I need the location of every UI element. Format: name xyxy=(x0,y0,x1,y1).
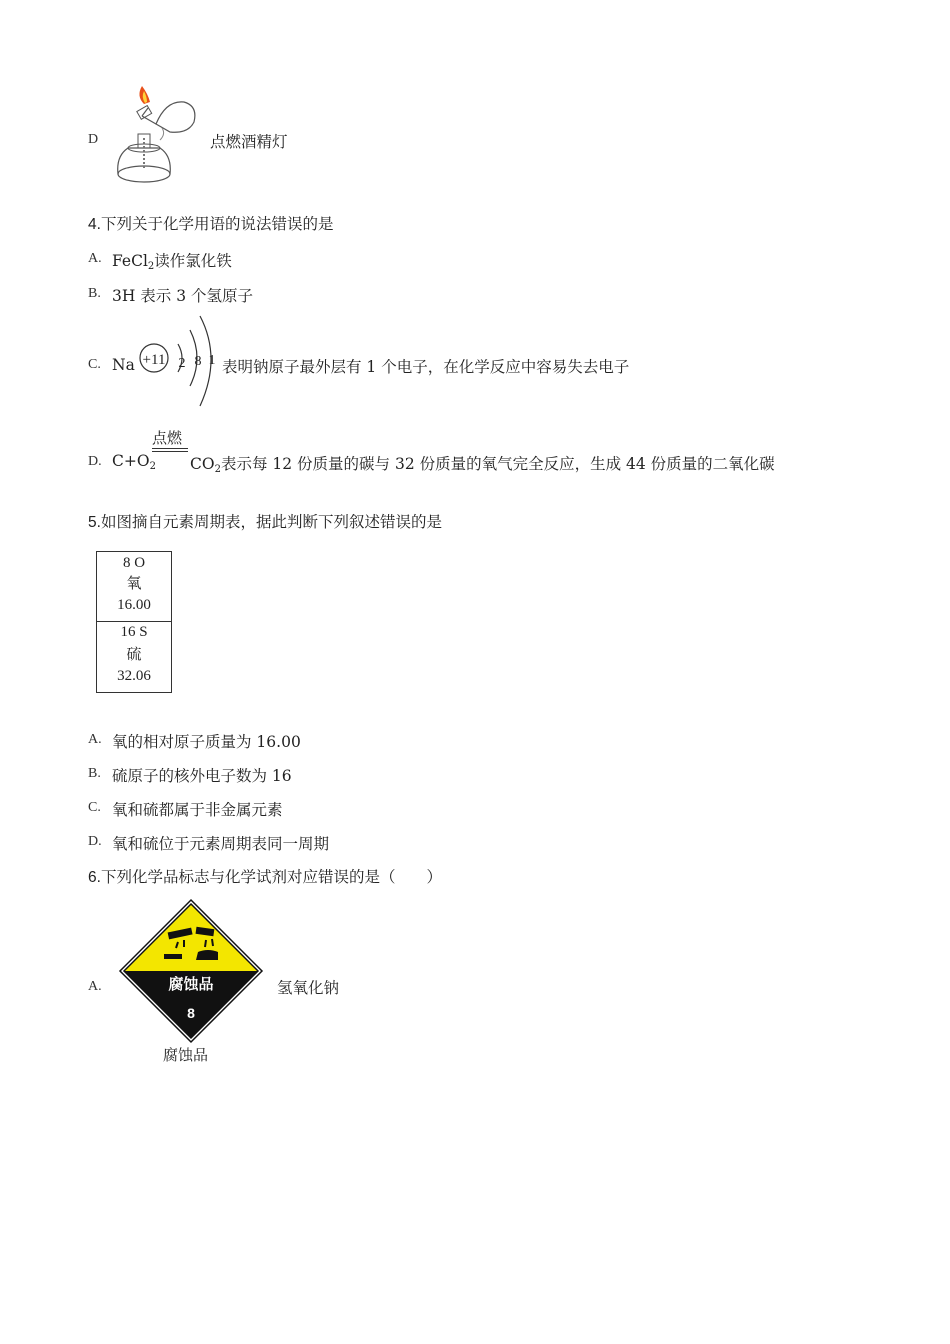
question-6-stem xyxy=(88,865,442,887)
option-text: 硫原子的核外电子数为 16 xyxy=(112,767,292,785)
option-text: 读作氯化铁 xyxy=(154,252,232,270)
corrosive-hazard-sign-icon xyxy=(118,898,264,1044)
reactants: C+O xyxy=(112,452,150,470)
hazard-sign-label: 腐蚀品 xyxy=(168,975,214,993)
option-a-content xyxy=(112,249,232,272)
element-mass: 16.00 xyxy=(117,597,151,613)
question-stem: 下列关于化学用语的说法错误的是 xyxy=(100,215,334,233)
option-text: 表示每 12 份质量的碳与 32 份质量的氧气完全反应，生成 44 份质量的二氧化碳 xyxy=(220,455,775,473)
option-letter: C. xyxy=(88,357,101,372)
element-name: 氧 xyxy=(126,574,142,592)
option-letter: D xyxy=(88,132,99,147)
option-text: 氧的相对原子质量为 16.00 xyxy=(112,733,301,751)
element-number-symbol: 8 O xyxy=(122,555,146,571)
equation-left xyxy=(112,452,156,472)
shell-electrons: 1 xyxy=(208,353,216,368)
reactant-subscript: 2 xyxy=(149,461,156,472)
question-number: 6. xyxy=(88,869,101,886)
element-mass: 32.06 xyxy=(117,668,151,684)
formula-subscript: 2 xyxy=(147,261,155,272)
question-number: 4. xyxy=(88,216,101,233)
formula: FeCl xyxy=(112,252,148,270)
shell-electrons: 8 xyxy=(194,354,202,369)
product-subscript: 2 xyxy=(214,464,221,475)
question-stem: 如图摘自元素周期表，据此判断下列叙述错误的是 xyxy=(100,513,442,531)
option-letter: B. xyxy=(88,766,101,781)
option-text: 3H 表示 3 个氢原子 xyxy=(112,287,254,305)
question-stem: 下列化学品标志与化学试剂对应错误的是（ ） xyxy=(100,868,442,886)
alcohol-lamp-lighting-illustration xyxy=(104,82,204,188)
question-5-stem xyxy=(88,510,442,532)
option-letter: D. xyxy=(88,834,102,849)
element-symbol: Na xyxy=(112,356,135,374)
option-letter: A. xyxy=(88,732,102,747)
option-text: 点燃酒精灯 xyxy=(210,133,288,151)
option-letter: A. xyxy=(88,979,102,994)
equation-line-top xyxy=(152,448,188,449)
option-letter: A. xyxy=(88,251,102,266)
periodic-table-excerpt xyxy=(96,551,172,693)
equation-line-bottom xyxy=(152,451,188,452)
hazard-sign-caption: 腐蚀品 xyxy=(163,1046,209,1064)
option-text: 氧和硫都属于非金属元素 xyxy=(112,801,283,819)
option-text: 氢氧化钠 xyxy=(277,979,340,997)
product: CO xyxy=(190,455,215,473)
equation-right xyxy=(190,452,775,475)
element-name: 硫 xyxy=(126,645,142,663)
sodium-atom-structure-diagram xyxy=(136,314,220,408)
element-number-symbol: 16 S xyxy=(120,624,148,640)
reaction-condition: 点燃 xyxy=(152,429,183,447)
option-text: 表明钠原子最外层有 1 个电子，在化学反应中容易失去电子 xyxy=(222,358,630,376)
hazard-class-number: 8 xyxy=(187,1005,195,1021)
question-4-stem xyxy=(88,212,333,234)
option-letter: B. xyxy=(88,286,101,301)
question-number: 5. xyxy=(88,514,101,531)
option-letter: D. xyxy=(88,454,102,469)
option-letter: C. xyxy=(88,800,101,815)
option-text: 氧和硫位于元素周期表同一周期 xyxy=(112,835,330,853)
shell-electrons: 2 xyxy=(178,356,186,371)
nucleus-charge: +11 xyxy=(142,352,166,368)
